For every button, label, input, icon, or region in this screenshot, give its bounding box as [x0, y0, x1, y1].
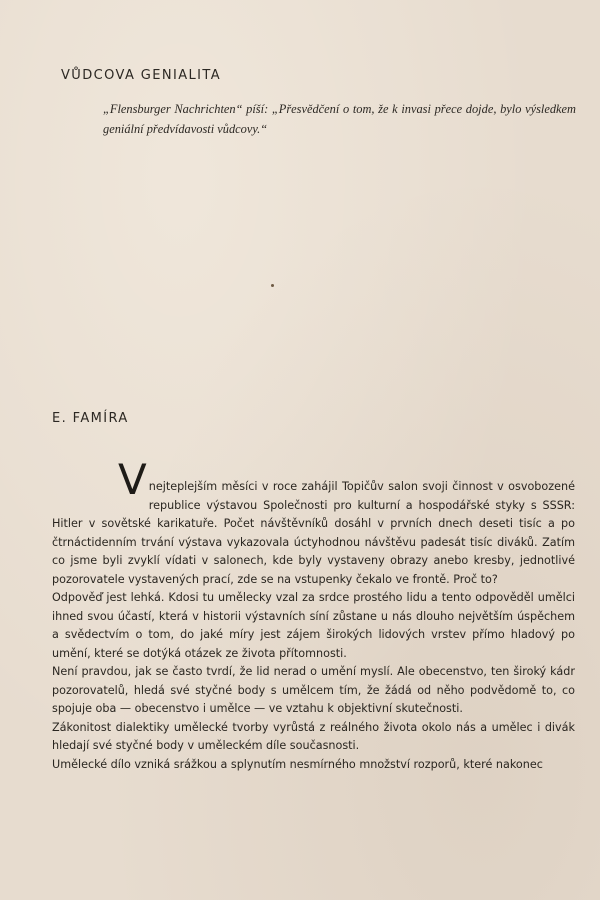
- paragraph-1: [52, 455, 575, 589]
- quote-text: „Flensburger Nachrichten“ píší: „Přesvědčení o tom, že k invasi přece dojde, bylo výsledkem geniální předvídavosti vůdcovy.“: [103, 102, 576, 136]
- paragraph-2: Odpověď jest lehká. Kdosi tu umělecky vzal za srdce prostého lidu a tento odpověděl umělci ihned svou účastí, která v historii výstavních síní zůstane u nás dlouho největším úspěchem a svědectvím o tom, do jaké míry jest zájem širokých lidových vrstev přímo hladový po umění, které se dotýká otázek ze života přítomnosti.: [52, 591, 575, 660]
- newspaper-quote: [103, 99, 576, 139]
- paragraph-1-text: nejteplejším měsíci v roce zahájil Topičův salon svoji činnost v osvobozené republice výstavou Společnosti pro kulturní a hospodářské styky s SSSR: Hitler v sovětské karikatuře. Počet návštěvníků dosáhl v prvních dnech deseti tisíc a po čtrnáctidenním trvání výstava vykazovala úctyhodnou návštěvu padesát tisíc diváků. Zatím co jsme byli zvyklí vídati v salonech, kde byly vystaveny obrazy anebo kresby, jednotlivé pozorovatele vystavených prací, zde se na vstupenky čekalo ve frontě. Proč to?: [52, 480, 575, 586]
- paragraph-5: Umělecké dílo vzniká srážkou a splynutím nesmírného množství rozporů, které nakonec: [52, 757, 543, 771]
- paragraph-4: Zákonitost dialektiky umělecké tvorby vyrůstá z reálného života okolo nás a umělec i divák hledají své styčné body v uměleckém díle současnosti.: [52, 720, 575, 752]
- paper-speck: [271, 284, 274, 287]
- paragraph-3: Není pravdou, jak se často tvrdí, že lid nerad o umění myslí. Ale obecenstvo, ten široký kádr pozorovatelů, hledá své styčné body s umělcem tím, že žádá od něho podvědomě to, co spojuje oba — obecenstvo i umělce — ve vztahu k objektivní skutečnosti.: [52, 665, 575, 715]
- drop-cap: V: [118, 455, 147, 504]
- article-body: [52, 455, 575, 774]
- article-heading-vudcova-genialita: VŮDCOVA GENIALITA: [61, 68, 222, 83]
- article-author-heading: E. FAMÍRA: [52, 411, 129, 426]
